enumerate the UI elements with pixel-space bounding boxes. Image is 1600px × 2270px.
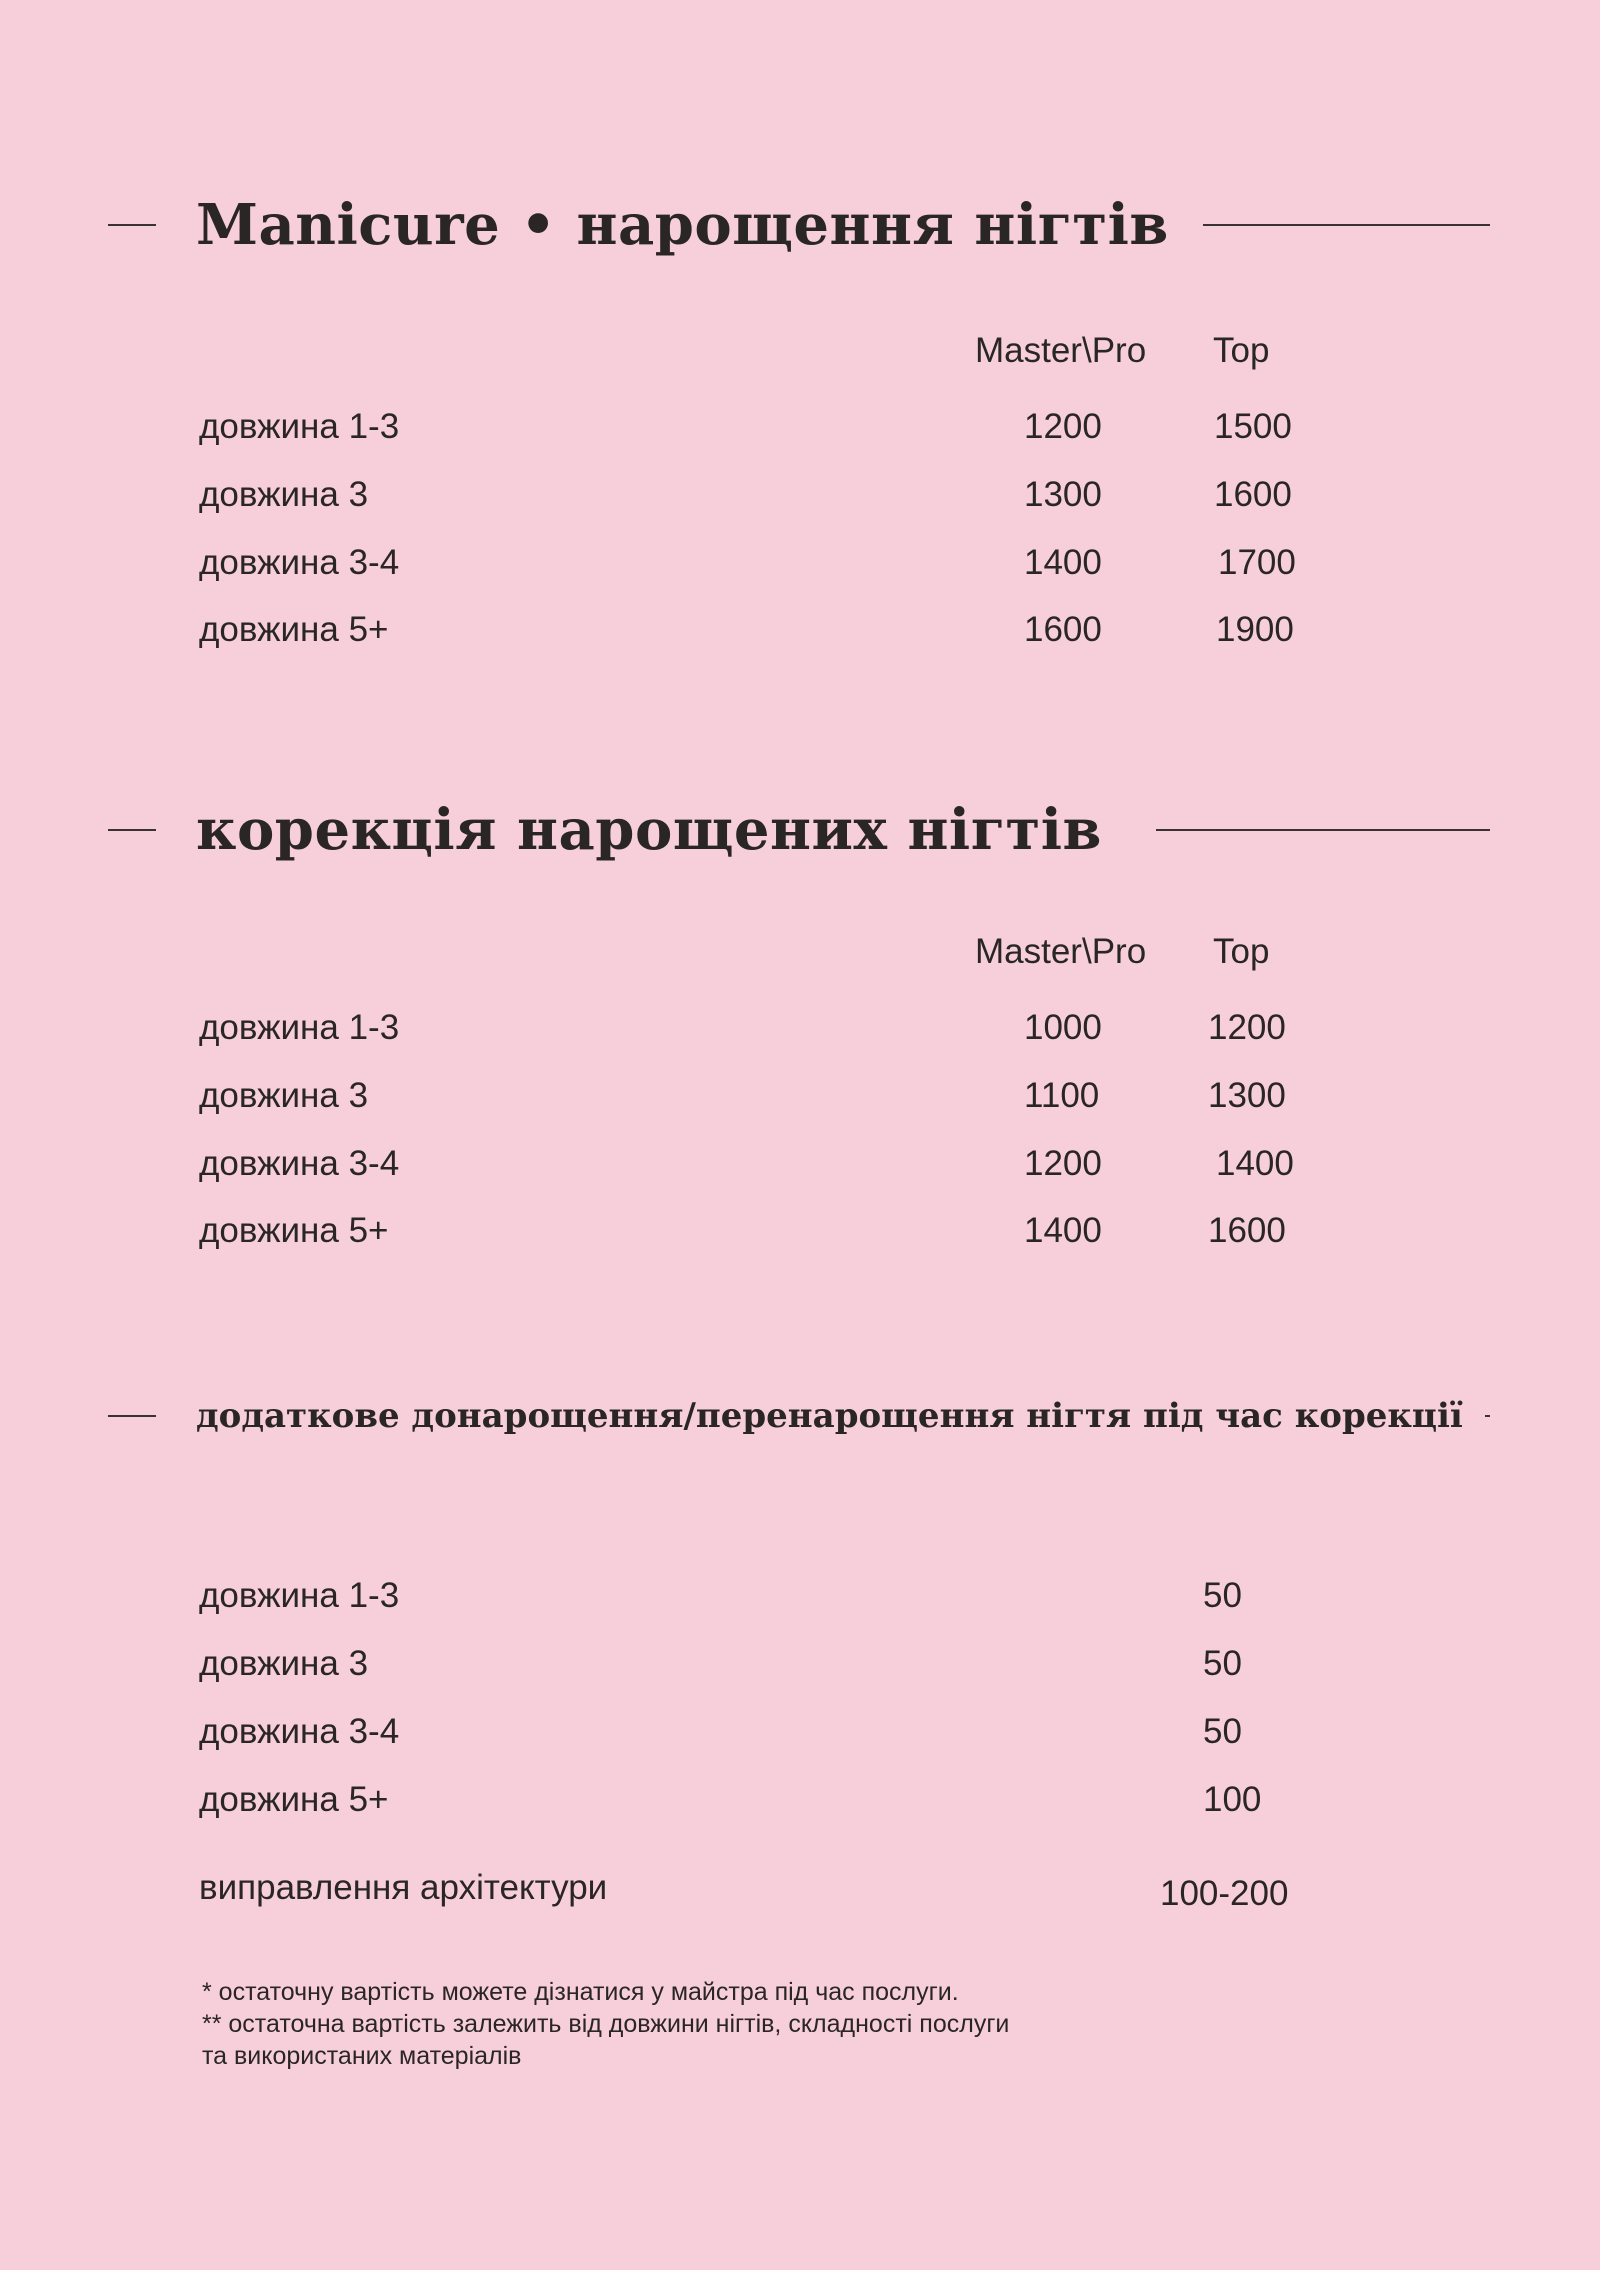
price-top: 1600	[1208, 1211, 1286, 1250]
row-label: довжина 5+	[199, 610, 389, 649]
row-label: довжина 3	[199, 1644, 369, 1683]
section-title: додаткове донарощення/перенарощення нігтя під час корекції	[196, 1396, 1463, 1436]
price-master-pro: 1100	[1024, 1076, 1100, 1115]
price-top: 1400	[1216, 1144, 1294, 1183]
footnotes	[202, 1976, 1009, 2072]
section-header-additional	[108, 1396, 1490, 1436]
row-label: довжина 1-3	[199, 407, 400, 446]
row-label: довжина 3-4	[199, 543, 400, 582]
price-top: 1900	[1216, 610, 1294, 649]
price-master-pro: 1600	[1024, 610, 1102, 649]
price: 50	[1203, 1712, 1242, 1751]
price-master-pro: 1300	[1024, 475, 1102, 514]
price-master-pro: 1400	[1024, 1211, 1102, 1250]
price-architecture: 100-200	[1160, 1874, 1289, 1913]
row-label: довжина 5+	[199, 1780, 389, 1819]
section-header-correction	[108, 797, 1490, 863]
price-master-pro: 1200	[1024, 1144, 1102, 1183]
footnote-1: * остаточну вартість можете дізнатися у майстра під час послуги.	[202, 1978, 959, 2006]
price-top: 1500	[1214, 407, 1292, 446]
price-top: 1700	[1218, 543, 1296, 582]
row-label: довжина 3	[199, 1076, 369, 1115]
price-master-pro: 1200	[1024, 407, 1102, 446]
row-label: довжина 1-3	[199, 1576, 400, 1615]
section-title: Manicure • нарощення нігтів	[196, 192, 1169, 258]
footnote-2: ** остаточна вартість залежить від довжини нігтів, складності послуги	[202, 2010, 1010, 2038]
price-master-pro: 1000	[1024, 1008, 1102, 1047]
column-header-top: Top	[1213, 932, 1270, 971]
price-top: 1300	[1208, 1076, 1286, 1115]
row-label: довжина 1-3	[199, 1008, 400, 1047]
row-label: довжина 5+	[199, 1211, 389, 1250]
divider-left	[108, 224, 156, 226]
section-header-manicure	[108, 192, 1490, 258]
price-top: 1600	[1214, 475, 1292, 514]
row-label: довжина 3	[199, 475, 369, 514]
column-header-master-pro: Master\Pro	[975, 331, 1147, 370]
divider-right	[1203, 224, 1490, 226]
divider-right	[1156, 829, 1490, 831]
divider-left	[108, 1415, 156, 1417]
row-label: довжина 3-4	[199, 1712, 400, 1751]
price-master-pro: 1400	[1024, 543, 1102, 582]
price: 100	[1203, 1780, 1262, 1819]
column-header-master-pro: Master\Pro	[975, 932, 1147, 971]
divider-left	[108, 829, 156, 831]
row-label: довжина 3-4	[199, 1144, 400, 1183]
divider-right	[1485, 1415, 1490, 1417]
price-top: 1200	[1208, 1008, 1286, 1047]
section-title: корекція нарощених нігтів	[196, 797, 1102, 863]
column-header-top: Top	[1213, 331, 1270, 370]
price: 50	[1203, 1576, 1242, 1615]
row-label-architecture: виправлення архітектури	[199, 1868, 608, 1907]
price: 50	[1203, 1644, 1242, 1683]
footnote-3: та використаних матеріалів	[202, 2042, 522, 2070]
